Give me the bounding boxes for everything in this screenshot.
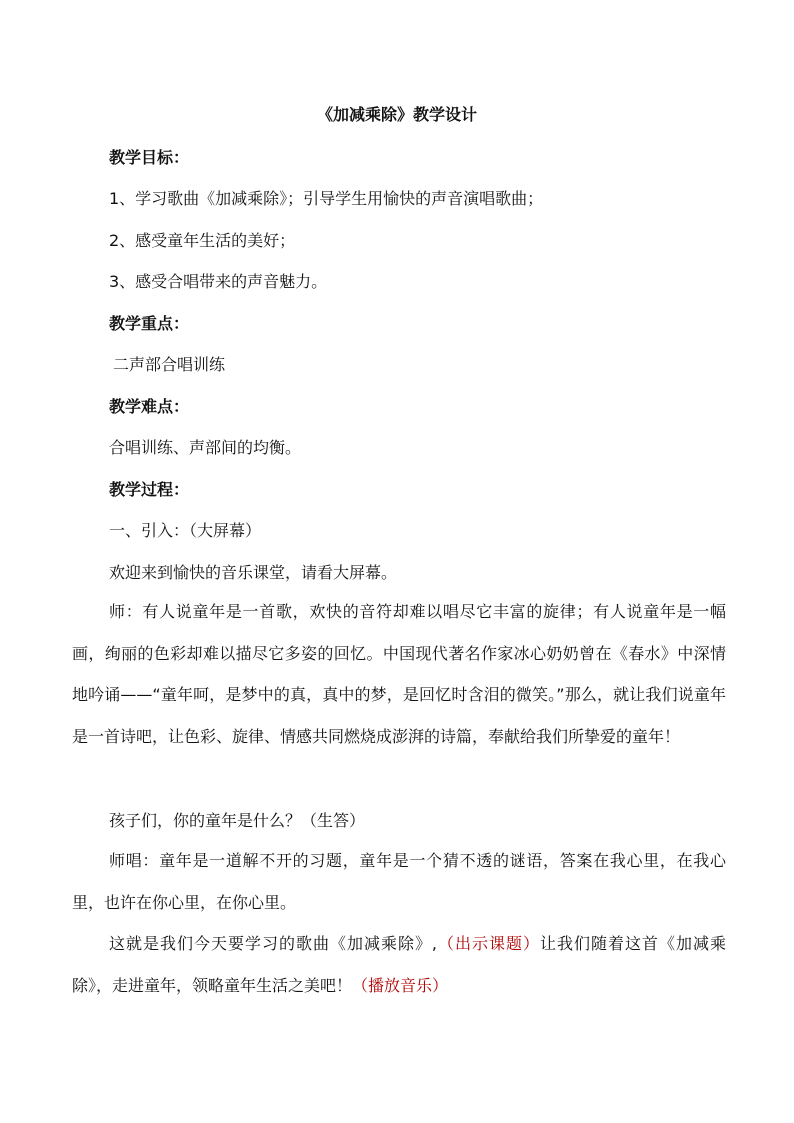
key-points-text: 二声部合唱训练 (113, 355, 226, 374)
question-text: 孩子们，你的童年是什么？（生答） (109, 811, 366, 830)
difficulty-text: 合唱训练、声部间的均衡。 (109, 438, 302, 457)
goal-item-2: 2、感受童年生活的美好； (109, 231, 296, 250)
goal-item-1: 1、学习歌曲《加减乘除》；引导学生用愉快的声音演唱歌曲； (109, 189, 544, 208)
show-title-annotation: （出示课题） (437, 934, 541, 953)
final-text-part-1: 这就是我们今天要学习的歌曲《加减乘除》, (109, 934, 438, 953)
difficulty-heading: 教学难点： (109, 397, 190, 416)
final-paragraph (72, 923, 726, 1006)
final-text-part-2: 让我们随着这首《加减乘除》，走进童年，领略童年生活之美吧！ (72, 934, 726, 995)
section-1-heading: 一、引入：（大屏幕） (109, 521, 262, 540)
teacher-sing-paragraph: 师唱：童年是一道解不开的习题，童年是一个猜不透的谜语，答案在我心里，在我心里，也许在你心里，在你心里。 (72, 851, 726, 912)
key-points-heading: 教学重点： (109, 314, 190, 333)
goal-item-3: 3、感受合唱带来的声音魅力。 (109, 272, 328, 291)
process-heading: 教学过程： (109, 480, 190, 499)
goals-heading: 教学目标： (109, 148, 190, 167)
welcome-text: 欢迎来到愉快的音乐课堂，请看大屏幕。 (109, 563, 398, 582)
document-title: 《加减乘除》教学设计 (316, 105, 477, 124)
play-music-annotation: （播放音乐） (352, 975, 449, 995)
teacher-intro-paragraph: 师：有人说童年是一首歌，欢快的音符却难以唱尽它丰富的旋律；有人说童年是一幅画，绚丽的色彩却难以描尽它多姿的回忆。中国现代著名作家冰心奶奶曾在《春水》中深情地吟诵——“童年呵，是梦中的真，真中的梦，是回忆时含泪的微笑。”那么，就让我们说童年是一首诗吧，让色彩、旋律、情感共同燃烧成澎湃的诗篇，奉献给我们所挚爱的童年！ (72, 602, 726, 746)
